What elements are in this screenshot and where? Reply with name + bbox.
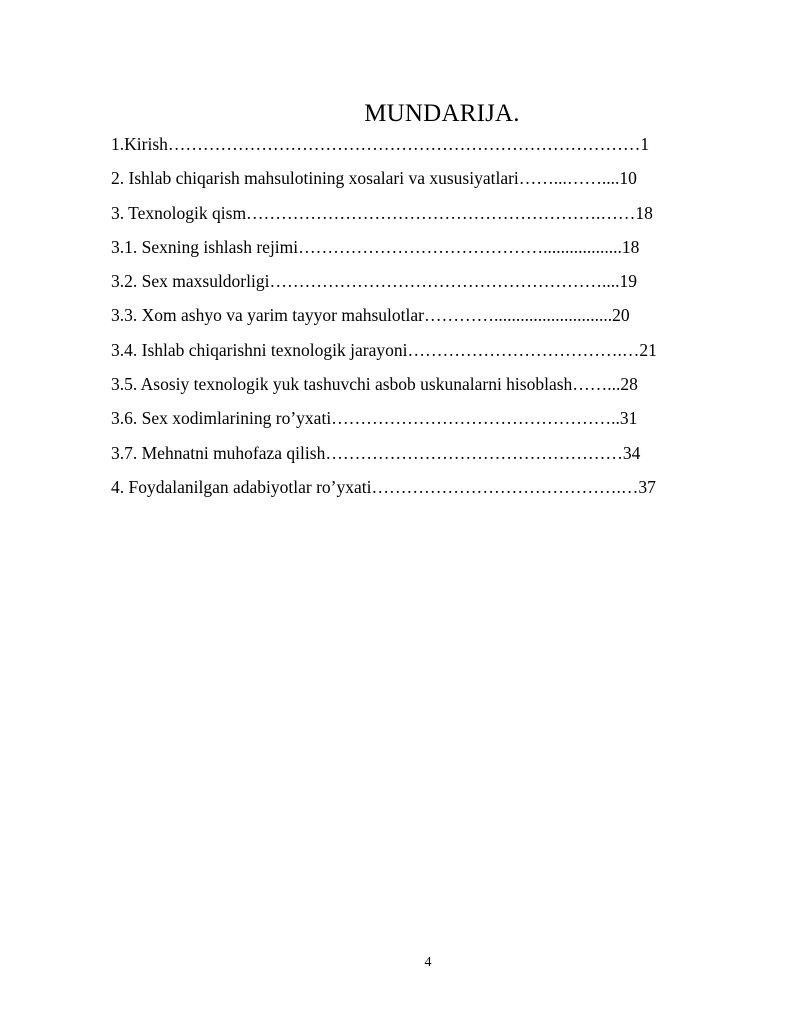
toc-entry-section-3-2: 3.2. Sex maxsuldorligi…………………………………………………....19 [111,271,637,292]
toc-entry-section-3-7: 3.7. Mehnatni muhofaza qilish……………………………………………34 [111,442,641,463]
toc-entry-section-3-1: 3.1. Sexning ishlash rejimi……………………………………..................18 [111,236,640,257]
toc-entry-section-3-6: 3.6. Sex xodimlarining ro’yxati…………………………………………..31 [111,408,638,429]
toc-entry-section-4: 4. Foydalanilgan adabiyotlar ro’yxati…………………………………….…37 [111,476,656,497]
toc-entry-section-3-3: 3.3. Xom ashyo va yarim tayyor mahsulotlar…………...........................20 [111,305,630,326]
page-number: 4 [424,955,432,970]
toc-entry-section-3-5: 3.5. Asosiy texnologik yuk tashuvchi asbob uskunalarni hisoblash……...28 [111,374,638,395]
table-of-contents [111,127,751,504]
toc-entry-section-3: 3. Texnologik qism…………………………………………………….……18 [111,202,653,223]
toc-entry-section-3-4: 3.4. Ishlab chiqarishni texnologik jarayoni……………………………….…21 [111,339,657,360]
toc-title: MUNDARIJA. [364,100,520,127]
toc-entry-kirish: 1.Kirish………………………………………………………………………1 [111,134,650,154]
toc-entry-section-2: 2. Ishlab chiqarish mahsulotining xosalari va xususiyatlari……...……....10 [111,168,637,189]
